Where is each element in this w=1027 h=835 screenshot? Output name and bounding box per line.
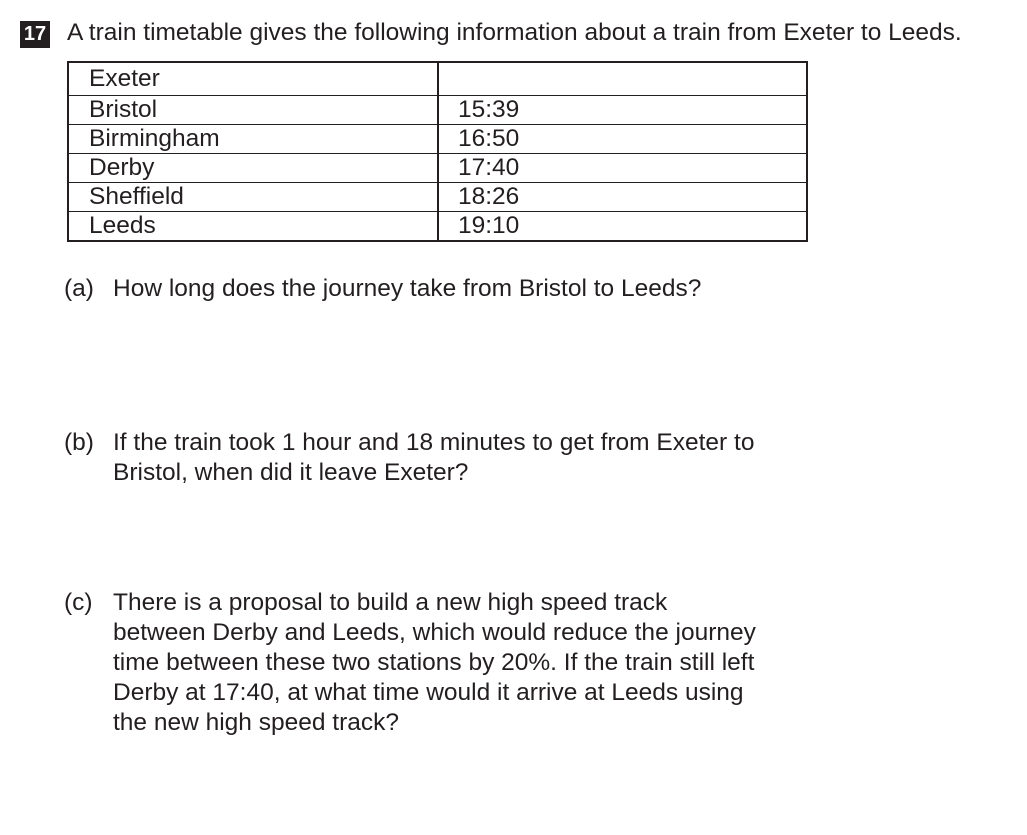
part-label: (a) (64, 275, 94, 302)
question-line: time between these two stations by 20%. If the train still left (113, 649, 755, 676)
question-line: between Derby and Leeds, which would reduce the journey (113, 619, 756, 646)
time-cell: 15:39 (438, 96, 807, 125)
table-row (68, 212, 807, 242)
time-cell: 18:26 (438, 183, 807, 212)
table-row (68, 183, 807, 212)
question-line: There is a proposal to build a new high speed track (113, 589, 668, 616)
table-row (68, 96, 807, 125)
part-label: (b) (64, 429, 94, 456)
question-line: Bristol, when did it leave Exeter? (113, 459, 469, 486)
station-cell: Birmingham (68, 125, 438, 154)
station-cell: Exeter (68, 62, 438, 96)
time-cell: 17:40 (438, 154, 807, 183)
time-cell: 19:10 (438, 212, 807, 242)
question-number-badge: 17 (20, 21, 50, 48)
part-question-text (113, 588, 756, 738)
station-cell: Sheffield (68, 183, 438, 212)
train-timetable (67, 61, 808, 242)
table-row (68, 62, 807, 96)
station-cell: Derby (68, 154, 438, 183)
question-line: Derby at 17:40, at what time would it arrive at Leeds using (113, 679, 744, 706)
question-intro: A train timetable gives the following information about a train from Exeter to Leeds. (67, 19, 962, 46)
station-cell: Bristol (68, 96, 438, 125)
time-cell: 16:50 (438, 125, 807, 154)
part-label: (c) (64, 589, 93, 616)
table-row (68, 125, 807, 154)
part-question-text (113, 274, 701, 304)
time-cell (438, 62, 807, 96)
part-question-text (113, 428, 754, 488)
question-line: If the train took 1 hour and 18 minutes to get from Exeter to (113, 429, 755, 456)
table-row (68, 154, 807, 183)
question-line: How long does the journey take from Bristol to Leeds? (113, 275, 702, 302)
question-line: the new high speed track? (113, 709, 400, 736)
station-cell: Leeds (68, 212, 438, 242)
